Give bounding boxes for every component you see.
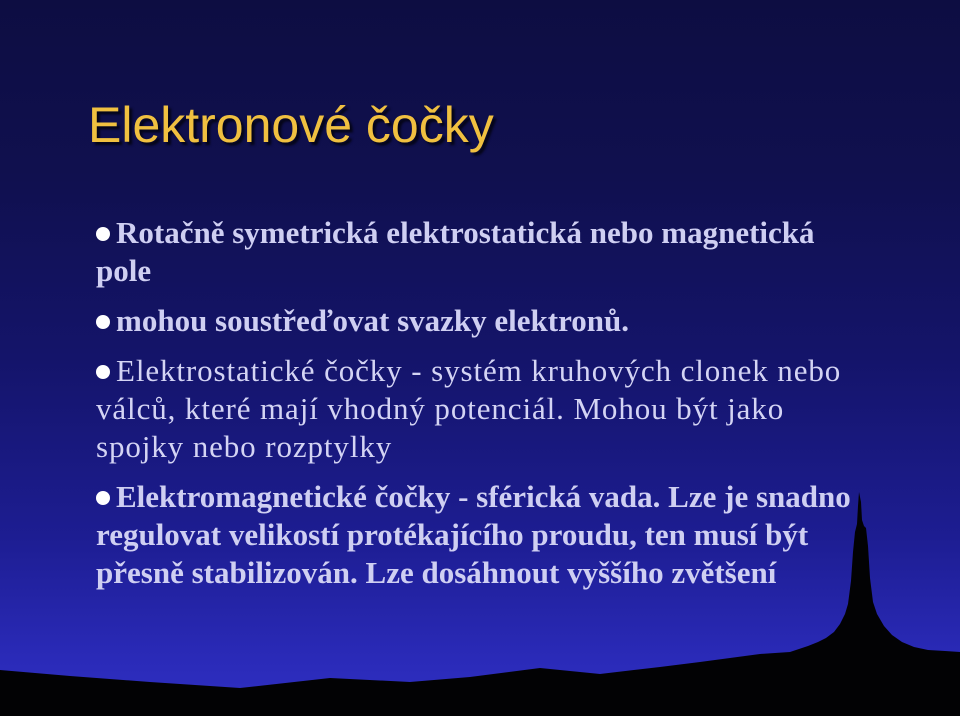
slide-title: Elektronové čočky [88, 97, 494, 153]
mountain-silhouette-shape [0, 492, 960, 716]
bullet-dot-icon [96, 365, 110, 379]
bullet-text: Rotačně symetrická elektrostatická nebo magnetická pole [96, 215, 815, 288]
bullet-dot-icon [96, 227, 110, 241]
bullet-item-focusing [96, 302, 876, 340]
bullet-item-rotational-fields [96, 214, 876, 290]
bullet-text: Elektrostatické čočky - systém kruhových clonek nebo válců, které mají vhodný potenciál. Mohou být jako spojky nebo rozptylky [96, 353, 842, 464]
bullet-dot-icon [96, 315, 110, 329]
bullet-text: Elektromagnetické čočky - sférická vada. Lze je snadno regulovat velikostí protékajícího proudu, ten musí být přesně stabilizován. Lze dosáhnout vyššího zvětšení [96, 479, 851, 590]
mountain-silhouette [0, 456, 960, 716]
bullet-text: mohou soustřeďovat svazky elektronů. [116, 303, 630, 338]
bullet-item-electrostatic-lenses [96, 352, 876, 466]
